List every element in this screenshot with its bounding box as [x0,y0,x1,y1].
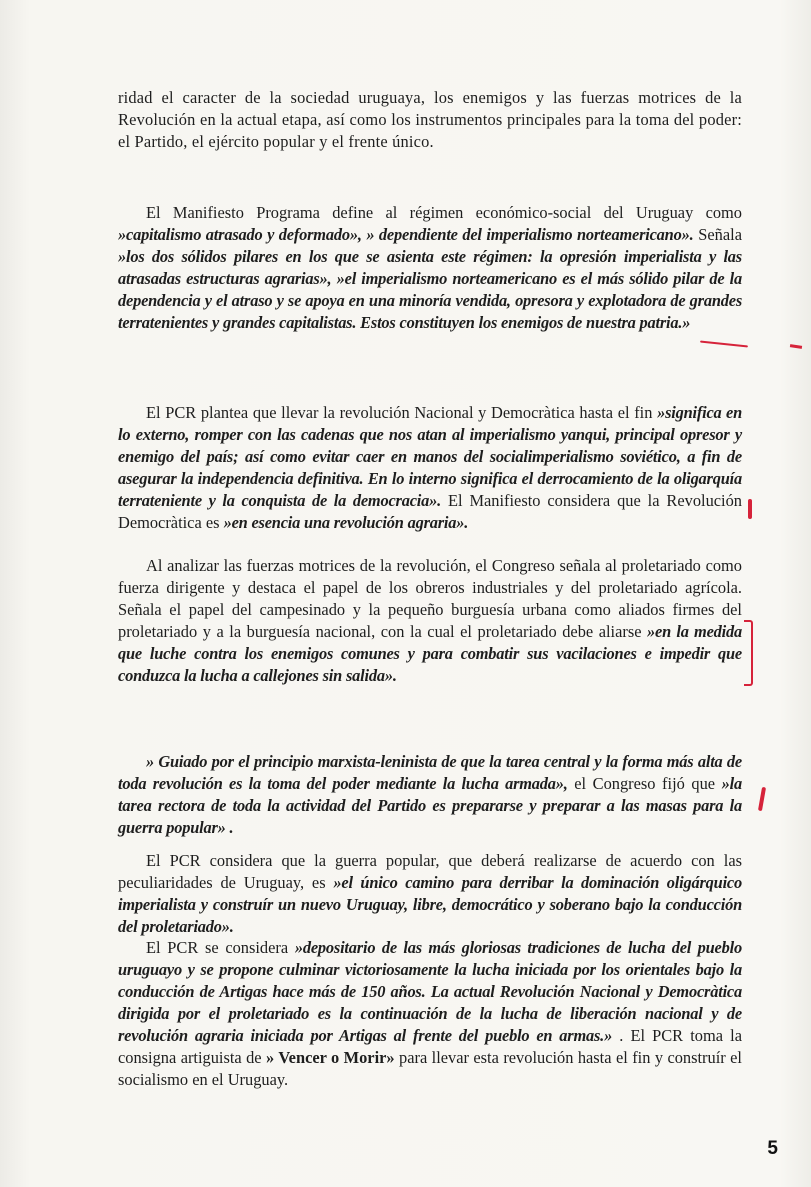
paragraph-text: El Manifiesto Programa define al régimen económico-social del Uruguay como [146,203,742,222]
paragraph-text: el Congreso fijó que [567,774,722,793]
paragraph-text: El PCR se considera [146,938,295,957]
paragraph-text: El Manifiesto considera que la Revolución Democràtica es [118,491,742,532]
quoted-text: »depositario de las más gloriosas tradiciones de lucha del pueblo uruguayo y se propone culminar victoriosamente la lucha iniciada por los orientales bajo la conducción de Artigas hace más de 150 años. La actual Revolución Nacional y Democràtica dirigida por el proletariado es la continuación de la lucha de liberación nacional y de revolución agraria iniciada por Artigas al frente del pueblo en armas.» [118,938,742,1045]
paragraph-text: El PCR considera que la guerra popular, que deberá realizarse de acuerdo con las peculiaridades de Uruguay, es [118,851,742,892]
red-underline-mark [700,340,748,347]
red-margin-bar [748,499,752,519]
quoted-text: » Guiado por el principio marxista-leninista de que la tarea central y la forma más alta de toda revolución es la toma del poder mediante la lucha armada», [118,752,742,793]
quoted-text: »la tarea rectora de toda la actividad del Partido es prepararse y preparar a las masas para la guerra popular» . [118,774,742,837]
red-margin-dash [790,344,802,349]
paragraph-text: . El PCR toma la consigna artiguista de [118,1026,742,1067]
paragraph-text: ridad el caracter de la sociedad uruguaya, los enemigos y las fuerzas motrices de la Revolución en la actual etapa, así como los instrumentos principales para la toma del poder: el Partido, el ejército popular y el frente único. [118,88,742,151]
paragraph-fuerzas-motrices [118,555,742,687]
quoted-text: »en la medida que luche contra los enemigos comunes y para combatir sus vacilaciones e impedir que conduzca la lucha a callejones sin salida». [118,622,742,685]
paragraph-manifiesto-regimen [118,202,742,334]
paragraph-text: El PCR plantea que llevar la revolución Nacional y Democràtica hasta el fin [146,403,658,422]
paragraph-tarea-central [118,751,742,839]
paragraph-revolucion-nacional [118,402,742,534]
quoted-text: »significa en lo externo, romper con las cadenas que nos atan al imperialismo yanqui, principal opresor y enemigo del país; así como evitar caer en manos del socialimperialismo soviético, a fin de asegurar la independencia definitiva. En lo interno significa el derrocamiento de la oligarquía terrateniente y la conquista de la democracia». [118,403,742,510]
paragraph-text: Al analizar las fuerzas motrices de la revolución, el Congreso señala al proletariado como fuerza dirigente y destaca el papel de los obreros industriales y del proletariado agrícola. Señala el papel del campesinado y la pequeño burguesía urbana como aliados firmes del proletariado y a la burguesía nacional, con la cual el proletariado debe aliarse [118,556,742,641]
bold-slogan: » Vencer o Morir» [266,1048,395,1067]
red-margin-bracket [744,620,753,686]
paragraph-artigas [118,937,742,1091]
page-number: 5 [767,1138,778,1159]
paragraph-intro-continuation [118,87,742,153]
quoted-text: »el único camino para derribar la dominación oligárquico imperialista y construír un nuevo Uruguay, libre, democrático y soberano bajo la conducción del proletariado». [118,873,742,936]
quoted-text: »los dos sólidos pilares en los que se asienta este régimen: la opresión imperialista y las atrasadas estructuras agrarias», »el imperialismo norteamericano es el más sólido pilar de la dependencia y el atraso y se apoya en una minoría vendida, opresora y explotadora de grandes terratenientes y grandes capitalistas. Estos constituyen los enemigos de nuestra patria.» [118,247,742,332]
quoted-text: »capitalismo atrasado y deformado», » dependiente del imperialismo norteamericano». [118,225,694,244]
quoted-text: »en esencia una revolución agraria». [223,513,469,532]
paragraph-guerra-popular [118,850,742,938]
paragraph-text: Señala [693,225,742,244]
paragraph-text: para llevar esta revolución hasta el fin y construír el socialismo en el Uruguay. [118,1048,742,1089]
red-margin-bar [758,787,766,811]
